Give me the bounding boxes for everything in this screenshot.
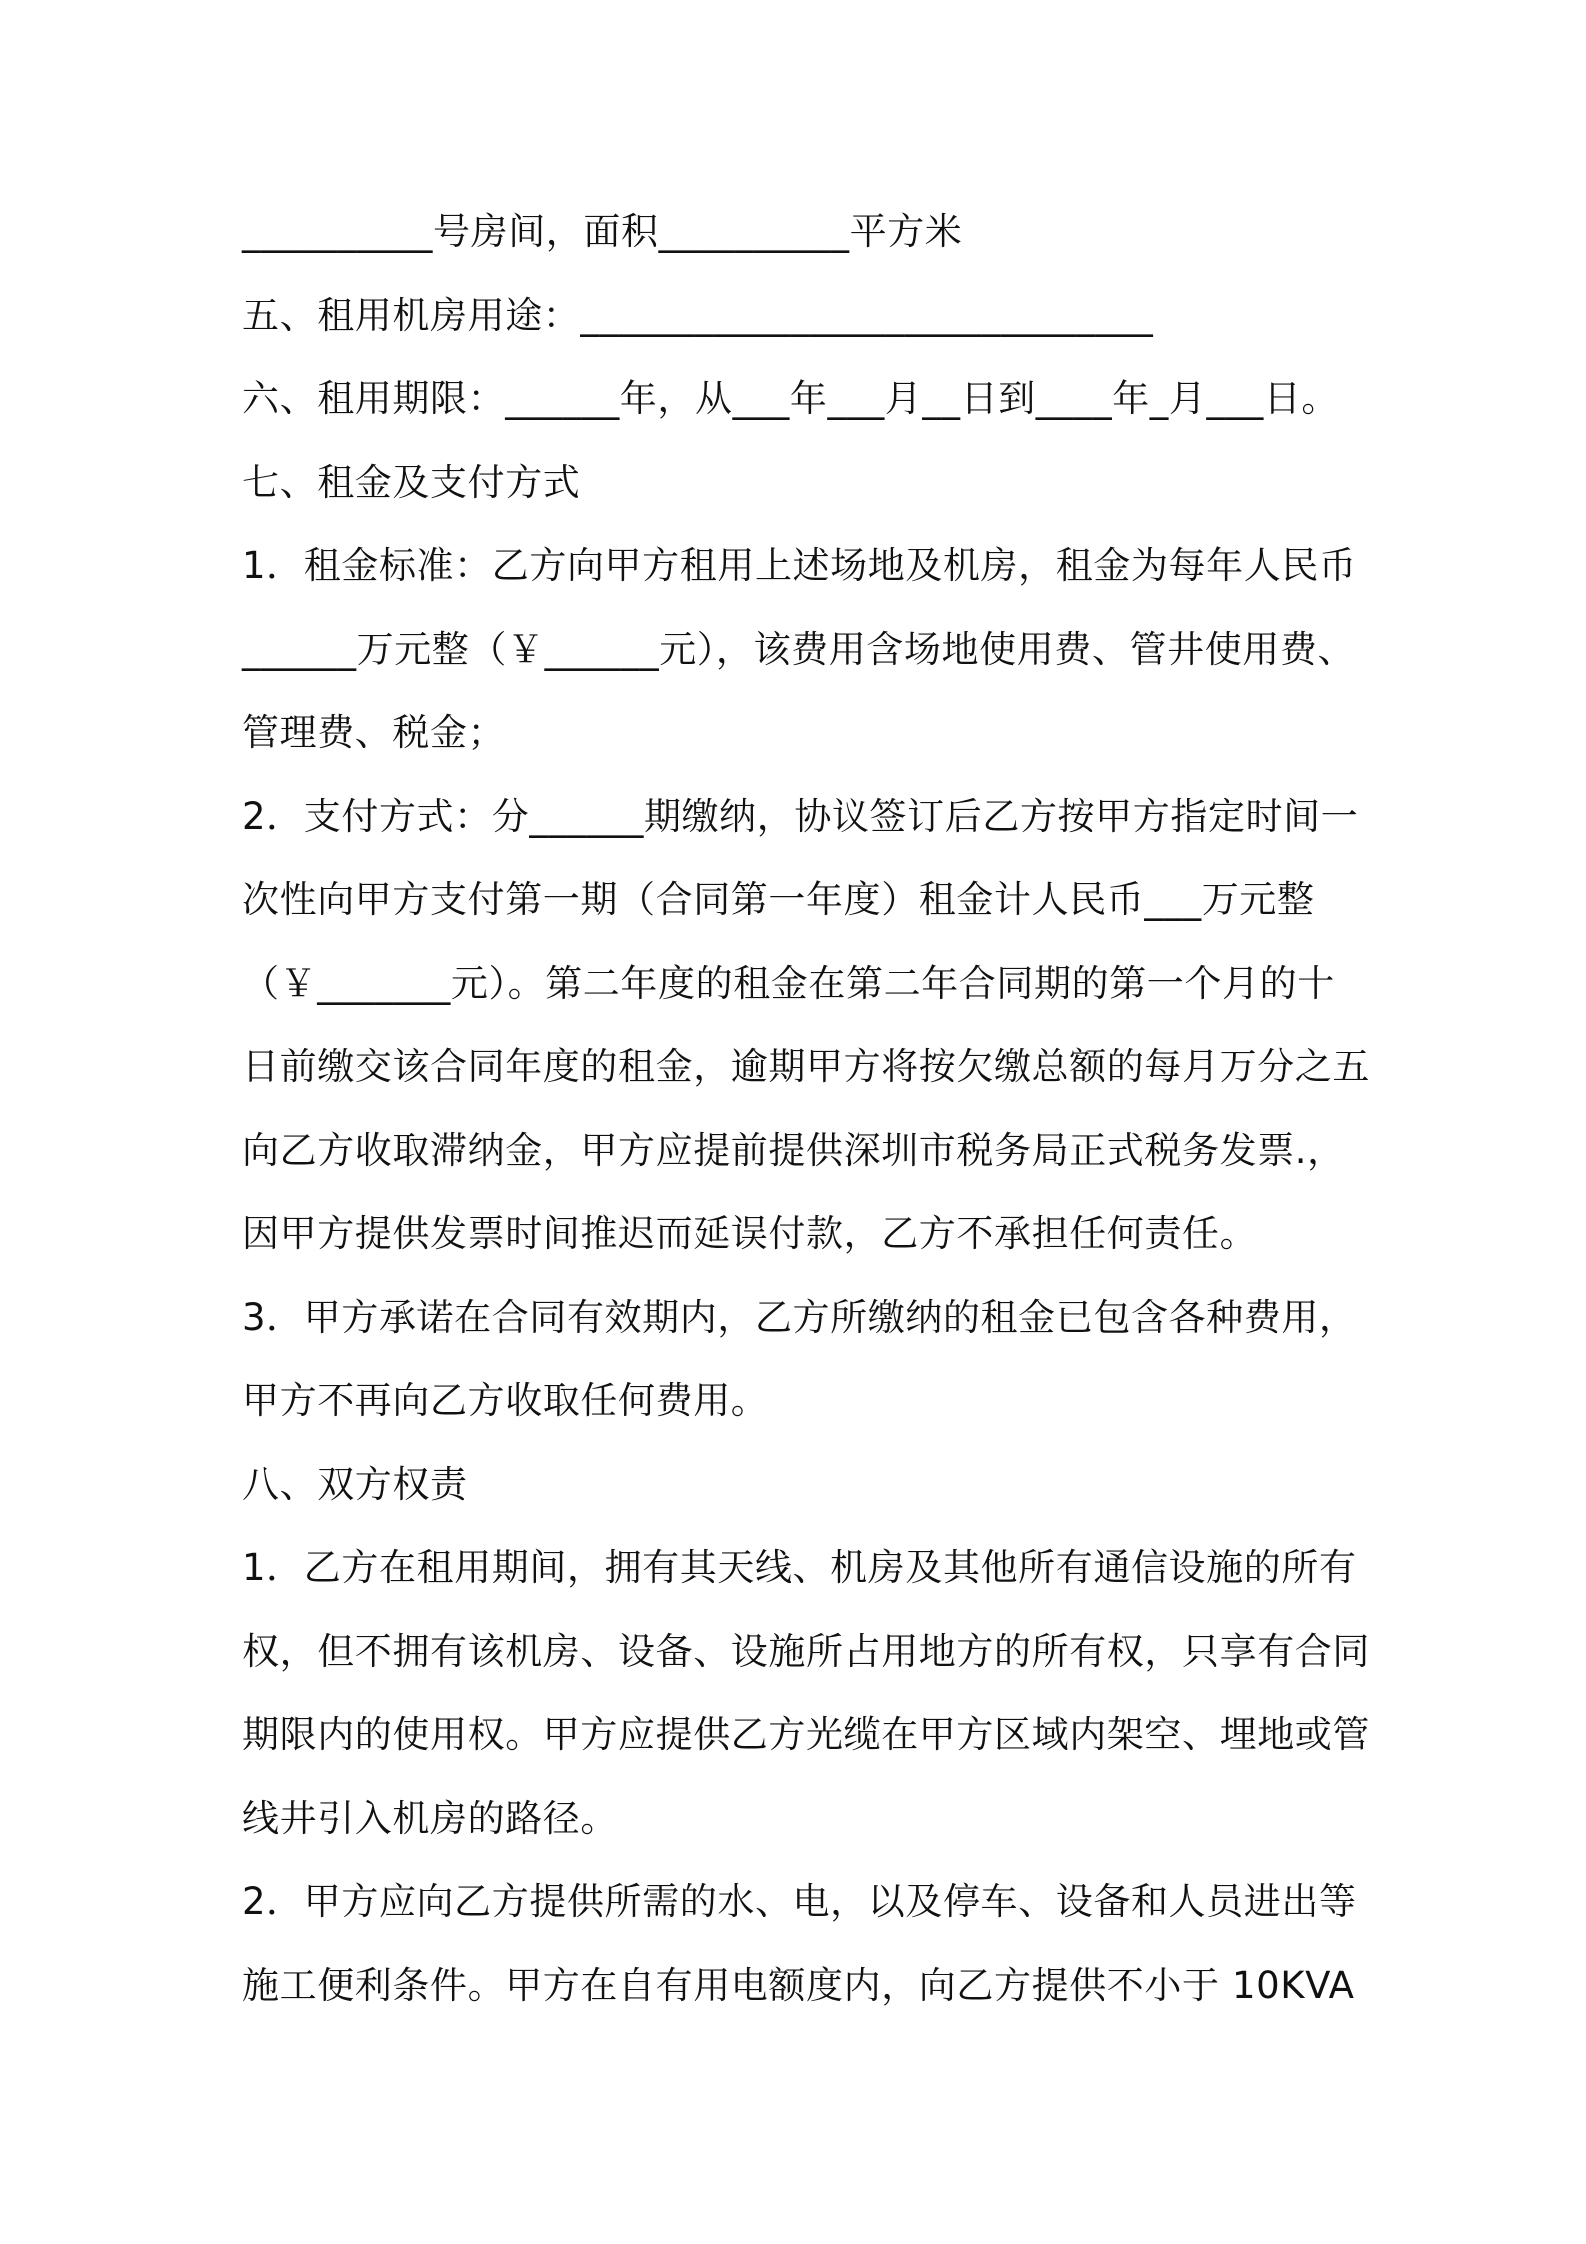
text-line-8-1a: 1．乙方在租用期间，拥有其天线、机房及其他所有通信设施的所有 bbox=[242, 1546, 1357, 1589]
text-line-8-2b: 施工便利条件。甲方在自有用电额度内，向乙方提供不小于 10KVA bbox=[242, 1963, 1355, 2007]
text-line-7-1b: ______万元整（￥______元），该费用含场地使用费、管井使用费、 bbox=[242, 627, 1356, 671]
text-line-room-area: __________号房间，面积__________平方米 bbox=[242, 210, 963, 253]
text-line-7-2b: 次性向甲方支付第一期（合同第一年度）租金计人民币___万元整 bbox=[242, 878, 1315, 921]
text-line-8-2a: 2．甲方应向乙方提供所需的水、电，以及停车、设备和人员进出等 bbox=[242, 1880, 1357, 1923]
text-line-section-5-purpose: 五、租用机房用途：______________________________ bbox=[242, 293, 1154, 337]
text-line-7-3a: 3．甲方承诺在合同有效期内，乙方所缴纳的租金已包含各种费用， bbox=[242, 1295, 1357, 1339]
text-line-8-1b: 权，但不拥有该机房、设备、设施所占用地方的所有权，只享有合同 bbox=[242, 1629, 1370, 1673]
text-line-7-1a: 1．租金标准：乙方向甲方租用上述场地及机房，租金为每年人民币 bbox=[242, 544, 1357, 587]
text-line-8-1c: 期限内的使用权。甲方应提供乙方光缆在甲方区域内架空、埋地或管 bbox=[242, 1713, 1370, 1756]
text-line-8-1d: 线井引入机房的路径。 bbox=[242, 1796, 618, 1840]
text-line-7-1c: 管理费、税金； bbox=[242, 711, 506, 754]
text-line-7-2c: （￥_______元）。第二年度的租金在第二年合同期的第一个月的十 bbox=[242, 961, 1335, 1005]
text-line-7-2e: 向乙方收取滞纳金，甲方应提前提供深圳市税务局正式税务发票.， bbox=[242, 1128, 1345, 1172]
text-line-7-2f: 因甲方提供发票时间推迟而延误付款，乙方不承担任何责任。 bbox=[242, 1212, 1258, 1255]
document-body bbox=[242, 190, 1370, 2027]
text-line-7-2a: 2．支付方式：分______期缴纳，协议签订后乙方按甲方指定时间一 bbox=[242, 794, 1359, 838]
text-line-section-6-term: 六、租用期限：______年，从___年___月__日到____年_月___日。 bbox=[242, 377, 1339, 420]
section-8-heading: 八、双方权责 bbox=[242, 1462, 468, 1506]
text-line-7-3b: 甲方不再向乙方收取任何费用。 bbox=[242, 1379, 769, 1422]
section-7-heading: 七、租金及支付方式 bbox=[242, 460, 581, 504]
text-line-7-2d: 日前缴交该合同年度的租金，逾期甲方将按欠缴总额的每月万分之五 bbox=[242, 1045, 1370, 1088]
